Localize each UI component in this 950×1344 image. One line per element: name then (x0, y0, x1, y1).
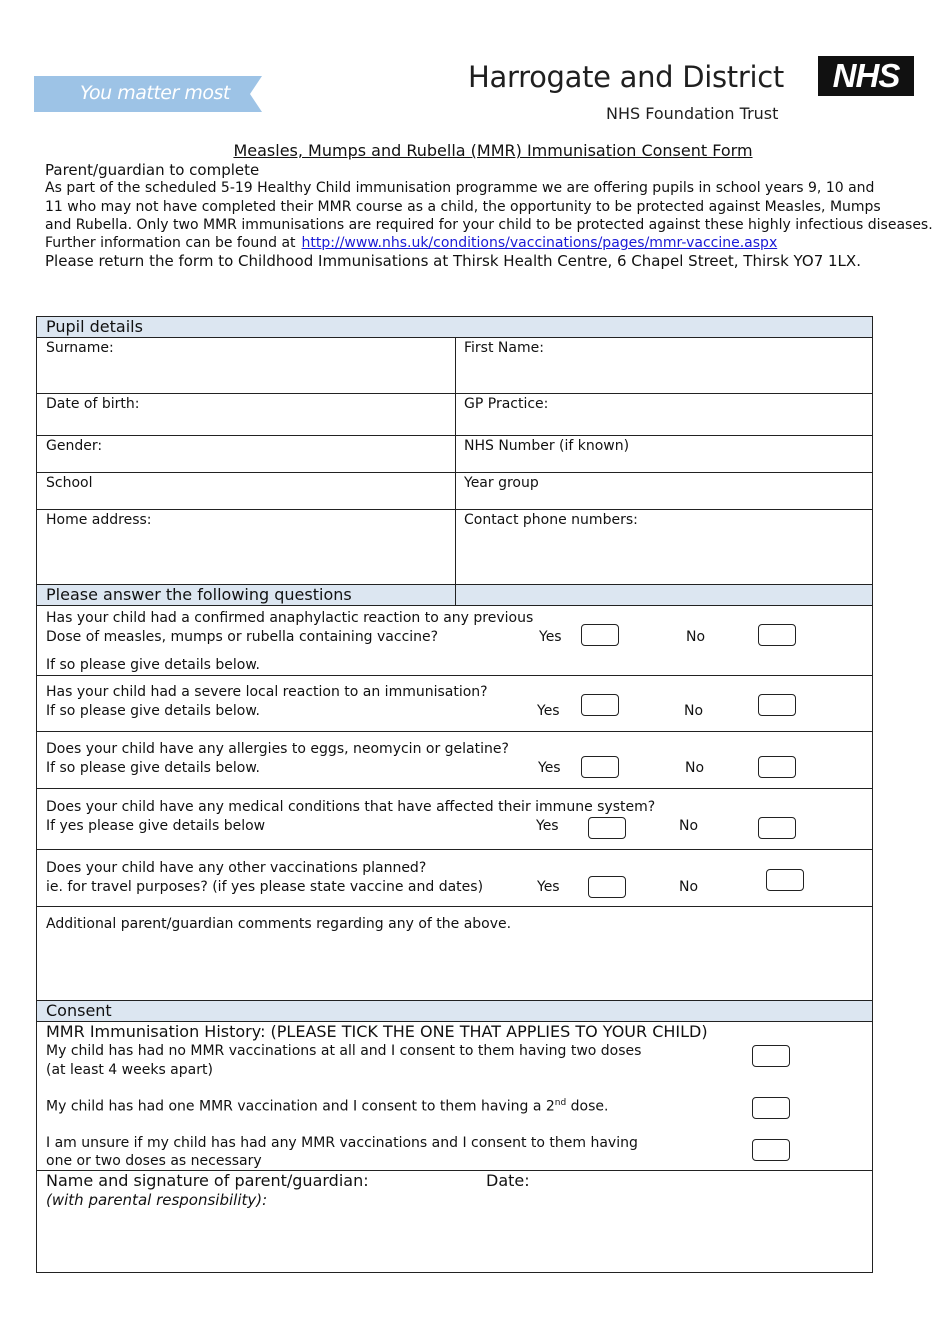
consent-option-text: one or two doses as necessary (46, 1153, 262, 1169)
intro-line (45, 234, 945, 252)
pupil-row-school (37, 473, 872, 510)
q5-yes-checkbox[interactable] (588, 876, 626, 898)
address-label: Home address: (46, 512, 152, 528)
trust-name: Harrogate and District (468, 60, 784, 94)
q1-yes-checkbox[interactable] (581, 624, 619, 646)
consent-option-2-checkbox[interactable] (752, 1097, 790, 1119)
consent-option-text: My child has had no MMR vaccinations at all and I consent to them having two doses (46, 1043, 642, 1059)
question-text: If so please give details below. (46, 657, 260, 673)
q4-yes-checkbox[interactable] (588, 817, 626, 839)
comments-area[interactable] (37, 907, 872, 1001)
consent-option-text: I am unsure if my child has had any MMR vaccinations and I consent to them having (46, 1135, 638, 1151)
no-label: No (684, 703, 704, 719)
date-label: Date: (486, 1171, 530, 1190)
signature-area[interactable] (37, 1171, 872, 1273)
superscript-nd: nd (554, 1098, 567, 1108)
slogan-text: You matter most (80, 82, 230, 104)
question-text: Has your child had a confirmed anaphylactic reaction to any previous (46, 610, 534, 626)
consent-heading (37, 1001, 872, 1022)
question-text: If so please give details below. (46, 760, 260, 776)
no-label: No (685, 760, 705, 776)
dob-label: Date of birth: (46, 396, 140, 412)
gp-label: GP Practice: (464, 396, 549, 412)
form-title: Measles, Mumps and Rubella (MMR) Immunisation Consent Form (233, 141, 753, 160)
surname-label: Surname: (46, 340, 114, 356)
consent-option-text (46, 1098, 608, 1115)
question-3 (37, 732, 872, 789)
consent-label: Consent (46, 1001, 112, 1020)
phone-label: Contact phone numbers: (464, 512, 638, 528)
q3-no-checkbox[interactable] (758, 756, 796, 778)
intro-line: As part of the scheduled 5-19 Healthy Child immunisation programme we are offering pupils in school years 9, 10 and (45, 180, 875, 197)
yes-label: Yes (536, 818, 559, 834)
column-divider (455, 394, 456, 435)
responsibility-label: (with parental responsibility): (46, 1191, 268, 1209)
pupil-details-label: Pupil details (46, 317, 143, 336)
no-label: No (686, 629, 706, 645)
question-5 (37, 850, 872, 907)
first-name-label: First Name: (464, 340, 544, 356)
pupil-row-gender (37, 436, 872, 473)
yes-label: Yes (538, 760, 561, 776)
yes-label: Yes (539, 629, 562, 645)
q2-yes-checkbox[interactable] (581, 694, 619, 716)
no-label: No (679, 879, 699, 895)
intro-text (45, 161, 945, 271)
q2-no-checkbox[interactable] (758, 694, 796, 716)
consent-form-table (36, 316, 873, 1273)
intro-line: and Rubella. Only two MMR immunisations are required for your child to be protected against these highly infectious diseases. (45, 216, 933, 233)
questions-label: Please answer the following questions (46, 585, 352, 604)
question-text: If yes please give details below (46, 818, 266, 834)
question-text: If so please give details below. (46, 703, 260, 719)
column-divider (455, 436, 456, 472)
q4-no-checkbox[interactable] (758, 817, 796, 839)
column-divider (455, 585, 456, 605)
nhs-number-label: NHS Number (if known) (464, 438, 630, 454)
question-text: ie. for travel purposes? (if yes please state vaccine and dates) (46, 879, 484, 895)
pupil-row-dob (37, 394, 872, 436)
question-1 (37, 606, 872, 676)
comments-label: Additional parent/guardian comments regarding any of the above. (46, 916, 512, 932)
column-divider (455, 510, 456, 584)
consent-option-1-checkbox[interactable] (752, 1045, 790, 1067)
pupil-row-name (37, 338, 872, 394)
question-text: Dose of measles, mumps or rubella containing vaccine? (46, 629, 439, 645)
intro-line: Parent/guardian to complete (45, 161, 260, 179)
q3-yes-checkbox[interactable] (581, 756, 619, 778)
school-label: School (46, 475, 93, 491)
pupil-row-address (37, 510, 872, 585)
question-4 (37, 789, 872, 850)
pupil-details-heading (37, 317, 872, 338)
intro-line: Please return the form to Childhood Immunisations at Thirsk Health Centre, 6 Chapel Street, Thirsk YO7 1LX. (45, 252, 861, 271)
yes-label: Yes (537, 879, 560, 895)
slogan-banner (34, 76, 262, 112)
consent-option-2-suffix: dose. (566, 1098, 609, 1115)
question-text: Does your child have any medical conditions that have affected their immune system? (46, 799, 656, 815)
trust-subtitle: NHS Foundation Trust (606, 104, 779, 123)
consent-option-2-prefix: My child has had one MMR vaccination and I consent to them having a 2 (46, 1098, 555, 1115)
intro-link-prefix: Further information can be found at (45, 235, 296, 252)
q5-no-checkbox[interactable] (766, 869, 804, 891)
intro-line: 11 who may not have completed their MMR course as a child, the opportunity to be protected against Measles, Mumps (45, 198, 881, 215)
column-divider (455, 473, 456, 509)
mmr-history-heading: MMR Immunisation History: (PLEASE TICK THE ONE THAT APPLIES TO YOUR CHILD) (46, 1022, 708, 1041)
consent-options (37, 1022, 872, 1171)
question-text: Does your child have any other vaccinations planned? (46, 860, 427, 876)
consent-option-text: (at least 4 weeks apart) (46, 1062, 213, 1078)
question-text: Has your child had a severe local reaction to an immunisation? (46, 684, 488, 700)
gender-label: Gender: (46, 438, 103, 454)
questions-heading (37, 585, 872, 606)
yes-label: Yes (537, 703, 560, 719)
signature-label: Name and signature of parent/guardian: (46, 1171, 369, 1190)
consent-option-3-checkbox[interactable] (752, 1139, 790, 1161)
no-label: No (679, 818, 699, 834)
question-text: Does your child have any allergies to eggs, neomycin or gelatine? (46, 741, 509, 757)
year-group-label: Year group (464, 475, 539, 491)
question-2 (37, 676, 872, 732)
q1-no-checkbox[interactable] (758, 624, 796, 646)
nhs-logo: NHS (818, 56, 914, 96)
column-divider (455, 338, 456, 393)
nhs-mmr-link[interactable]: http://www.nhs.uk/conditions/vaccinations/pages/mmr-vaccine.aspx (301, 235, 778, 252)
